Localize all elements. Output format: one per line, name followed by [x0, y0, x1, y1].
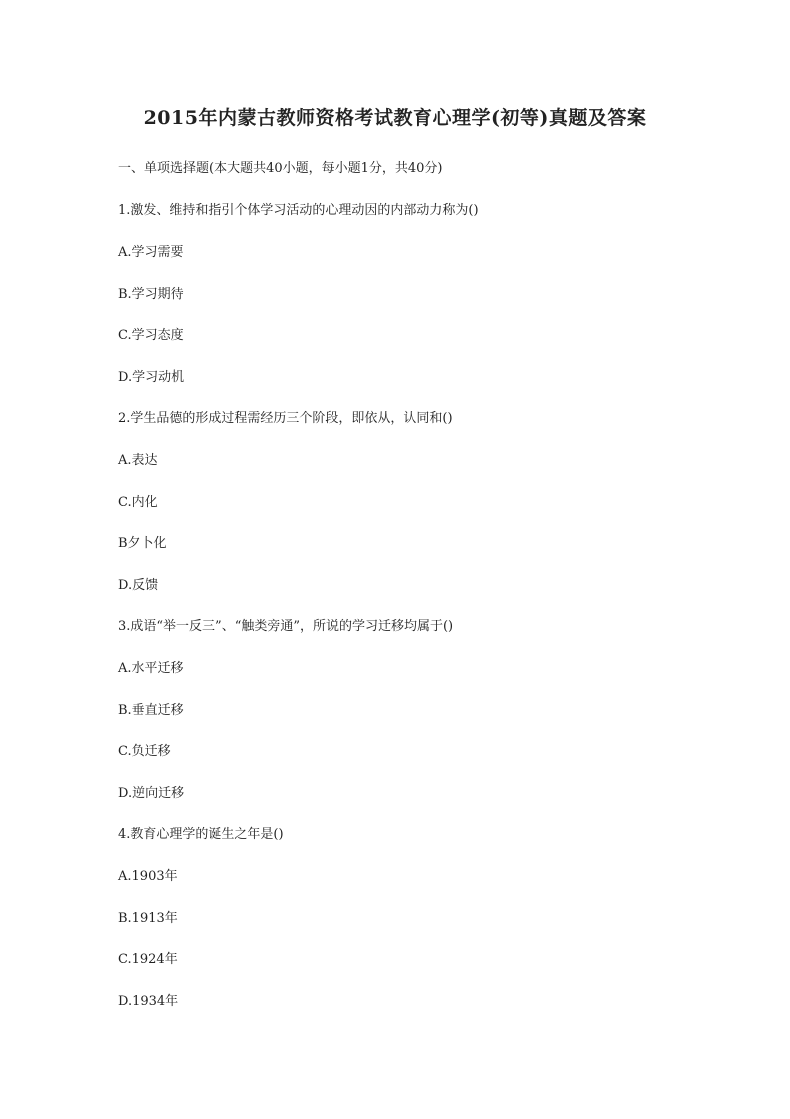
question-2-option-a: A.表达: [118, 453, 158, 468]
question-4: 4.教育心理学的诞生之年是(): [118, 827, 284, 842]
question-1-option-a: A.学习需要: [118, 245, 184, 260]
question-1-option-b: B.学习期待: [118, 287, 184, 302]
question-4-option-b: B.1913年: [118, 911, 178, 926]
question-1-option-d: D.学习动机: [118, 370, 185, 385]
question-2-option-b: B夕卜化: [118, 536, 167, 551]
section-heading: 一、单项选择题(本大题共40小题，每小题1分，共40分): [118, 161, 443, 176]
question-3-option-a: A.水平迁移: [118, 661, 184, 676]
document-title: 2015年内蒙古教师资格考试教育心理学(初等)真题及答案: [143, 107, 647, 129]
question-3-option-b: B.垂直迁移: [118, 703, 184, 718]
question-4-option-c: C.1924年: [118, 952, 178, 967]
question-3-option-d: D.逆向迁移: [118, 786, 185, 801]
question-4-option-d: D.1934年: [118, 994, 179, 1009]
question-4-option-a: A.1903年: [118, 869, 178, 884]
question-1-option-c: C.学习态度: [118, 328, 184, 343]
question-2: 2.学生品德的形成过程需经历三个阶段，即依从，认同和(): [118, 411, 453, 426]
question-2-option-c: C.内化: [118, 495, 158, 510]
question-1: 1.激发、维持和指引个体学习活动的心理动因的内部动力称为(): [118, 203, 479, 218]
question-3-option-c: C.负迁移: [118, 744, 171, 759]
question-3: 3.成语“举一反三”、“触类旁通”，所说的学习迁移均属于(): [118, 619, 454, 634]
question-2-option-d: D.反馈: [118, 578, 159, 593]
